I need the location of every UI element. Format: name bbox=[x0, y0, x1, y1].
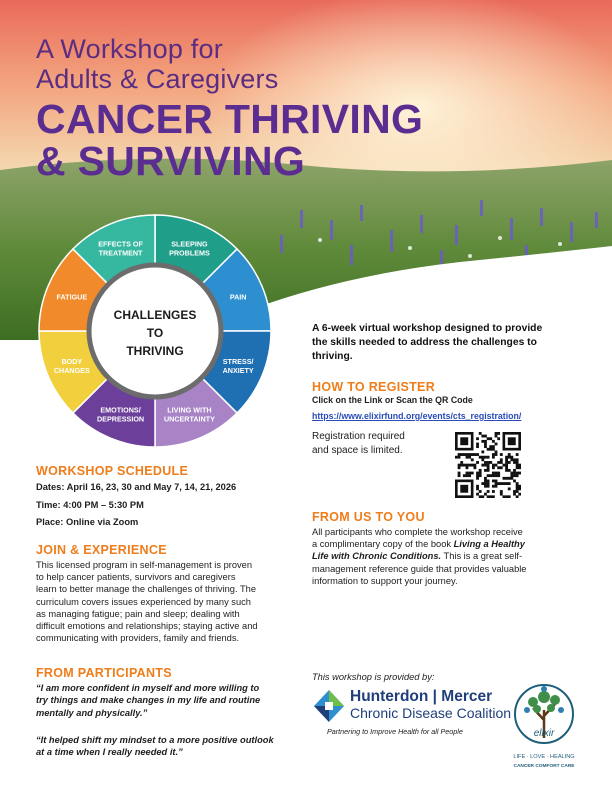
join-line: This licensed program in self-management is proven bbox=[36, 560, 252, 570]
provided-by-label: This workshop is provided by: bbox=[312, 672, 435, 682]
intro-text bbox=[312, 322, 582, 364]
wheel-center-line-3: THRIVING bbox=[126, 344, 184, 358]
book-title-part-2: Life with Chronic Conditions. bbox=[312, 551, 442, 562]
coalition-name-line-2: Chronic Disease Coalition bbox=[350, 705, 512, 721]
registration-note bbox=[312, 430, 405, 457]
quote-line: mentally and physically.” bbox=[36, 707, 148, 718]
wheel-segment-label: STRESS/ bbox=[222, 356, 254, 366]
wheel-segment-label: TREATMENT bbox=[98, 248, 143, 258]
schedule-dates: Dates: April 16, 23, 30 and May 7, 14, 21, 2026 bbox=[36, 482, 237, 492]
wheel-segment-label: CHANGES bbox=[53, 365, 90, 375]
quote-line: “I am more confident in myself and more willing to bbox=[36, 683, 260, 693]
elixir-tagline-1: LIFE · LOVE · HEALING bbox=[513, 754, 575, 760]
title-line-2: & SURVIVING bbox=[36, 138, 306, 184]
book-title-part-1: Living a Healthy bbox=[453, 539, 525, 550]
kicker-line-1: A Workshop for bbox=[36, 34, 223, 64]
from-us-line-2: a complimentary copy of the book Living a Healthy bbox=[312, 539, 525, 550]
wheel-segment-label: BODY bbox=[61, 356, 83, 366]
coalition-name-line-1: Hunterdon | Mercer bbox=[350, 688, 493, 705]
register-instruction: Click on the Link or Scan the QR Code bbox=[312, 395, 473, 405]
join-line: difficult emotions and relationships; staying active and bbox=[36, 621, 258, 632]
join-line: communicating with providers, family and friends. bbox=[36, 633, 240, 644]
quote-line: try things and make changes in my life and routine bbox=[36, 695, 261, 706]
schedule-heading: WORKSHOP SCHEDULE bbox=[36, 464, 189, 478]
from-us-line-3: Life with Chronic Conditions. This is a great self- bbox=[312, 551, 523, 562]
wheel-segment-label: PAIN bbox=[229, 292, 247, 302]
quote-line: “It helped shift my mindset to a more positive outlook bbox=[36, 735, 274, 745]
join-line: as managing fatigue; pain and sleep; dealing with bbox=[36, 608, 240, 619]
coalition-tagline: Partnering to Improve Health for all People bbox=[327, 727, 463, 736]
wheel-segment-label: FATIGUE bbox=[56, 292, 88, 302]
wheel-segment-label: UNCERTAINTY bbox=[163, 414, 215, 424]
from-us-body bbox=[312, 526, 587, 587]
registration-note-line-2: and space is limited. bbox=[312, 444, 403, 456]
schedule-place: Place: Online via Zoom bbox=[36, 517, 139, 527]
wheel-segment-label: EMOTIONS/ bbox=[100, 405, 141, 415]
from-us-line-5: information to support your journey. bbox=[312, 575, 458, 586]
quote-line: at a time when I really needed it.” bbox=[36, 747, 183, 758]
kicker-heading bbox=[36, 34, 278, 94]
wheel-segment-label: LIVING WITH bbox=[167, 405, 212, 415]
wheel-segment-label: EFFECTS OF bbox=[98, 239, 143, 249]
wheel-center-line-1: CHALLENGES bbox=[113, 308, 197, 322]
schedule-time: Time: 4:00 PM – 5:30 PM bbox=[36, 500, 144, 510]
kicker-line-2: Adults & Caregivers bbox=[36, 64, 279, 94]
wheel-segment-label: DEPRESSION bbox=[96, 414, 145, 424]
wheel-segment-label: PROBLEMS bbox=[169, 248, 210, 258]
page-title bbox=[36, 98, 423, 182]
wheel-segment-label: SLEEPING bbox=[171, 239, 208, 249]
qr-code-icon[interactable] bbox=[455, 432, 521, 498]
wheel-segment-label: ANXIETY bbox=[222, 365, 254, 375]
register-heading: HOW TO REGISTER bbox=[312, 380, 436, 394]
elixir-tagline-2: CANCER COMFORT CARE bbox=[513, 764, 575, 769]
from-us-heading: FROM US TO YOU bbox=[312, 510, 425, 524]
join-body bbox=[36, 559, 298, 644]
join-line: learn to better manage the challenges of thriving. The bbox=[36, 584, 256, 595]
join-line: to help cancer patients, survivors and caregivers bbox=[36, 572, 236, 583]
intro-line: the skills needed to address the challenges to bbox=[312, 337, 537, 348]
intro-line: thriving. bbox=[312, 351, 353, 362]
from-us-line-1: All participants who complete the workshop receive bbox=[312, 527, 523, 537]
participants-heading: FROM PARTICIPANTS bbox=[36, 666, 172, 680]
title-line-1: CANCER THRIVING bbox=[36, 96, 424, 142]
coalition-logo-icon bbox=[312, 688, 346, 724]
join-line: curriculum covers issues experienced by many such bbox=[36, 596, 251, 607]
from-us-line-4: management reference guide that provides valuable bbox=[312, 563, 527, 574]
elixir-wordmark: elixir bbox=[533, 728, 555, 739]
elixir-tree-logo-icon bbox=[507, 680, 581, 774]
registration-note-line-1: Registration required bbox=[312, 431, 405, 442]
challenges-wheel bbox=[36, 212, 274, 450]
participant-quote-2 bbox=[36, 734, 274, 759]
registration-link[interactable]: https://www.elixirfund.org/events/cts_registration/ bbox=[312, 411, 522, 421]
participant-quote-1 bbox=[36, 682, 260, 719]
join-heading: JOIN & EXPERIENCE bbox=[36, 543, 167, 557]
wheel-center-line-2: TO bbox=[146, 326, 164, 340]
intro-line: A 6-week virtual workshop designed to provide bbox=[312, 323, 543, 334]
